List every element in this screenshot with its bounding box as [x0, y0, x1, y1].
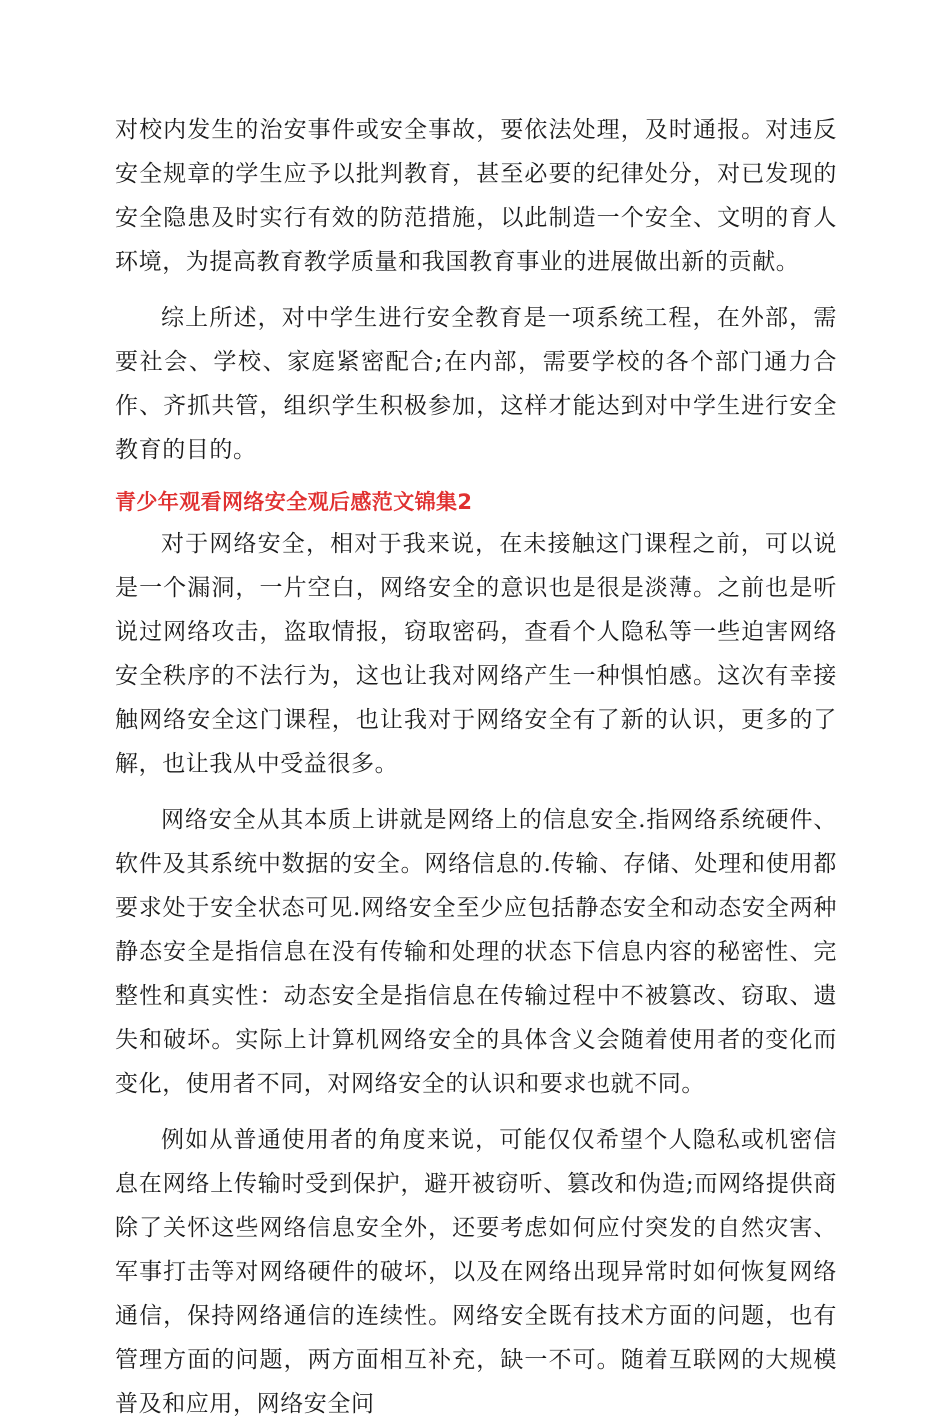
section-heading: 青少年观看网络安全观后感范文锦集2	[115, 490, 473, 514]
paragraph-example: 例如从普通使用者的角度来说，可能仅仅希望个人隐私或机密信息在网络上传输时受到保护，避开被窃听、篡改和伪造;而网络提供商除了关怀这些网络信息安全外，还要考虑如何应付突发的自然灾害、军事打击等对网络硬件的破坏，以及在网络出现异常时如何恢复网络通信，保持网络通信的连续性。网络安全既有技术方面的问题，也有管理方面的问题，两方面相互补充，缺一不可。随着互联网的大规模普及和应用，网络安全问	[115, 1127, 837, 1417]
paragraph-intro: 对于网络安全，相对于我来说，在未接触这门课程之前，可以说是一个漏洞，一片空白，网络安全的意识也是很是淡薄。之前也是听说过网络攻击，盗取情报，窃取密码，查看个人隐私等一些迫害网络安全秩序的不法行为，这也让我对网络产生一种惧怕感。这次有幸接触网络安全这门课程，也让我对于网络安全有了新的认识，更多的了解，也让我从中受益很多。	[115, 531, 837, 777]
paragraph-summary: 综上所述，对中学生进行安全教育是一项系统工程，在外部，需要社会、学校、家庭紧密配合;在内部，需要学校的各个部门通力合作、齐抓共管，组织学生积极参加，这样才能达到对中学生进行安全教育的目的。	[115, 305, 837, 463]
document-body	[115, 108, 837, 1426]
paragraph-definition: 网络安全从其本质上讲就是网络上的信息安全.指网络系统硬件、软件及其系统中数据的安全。网络信息的.传输、存储、处理和使用都要求处于安全状态可见.网络安全至少应包括静态安全和动态安全两种静态安全是指信息在没有传输和处理的状态下信息内容的秘密性、完整性和真实性：动态安全是指信息在传输过程中不被篡改、窃取、遗失和破坏。实际上计算机网络安全的具体含义会随着使用者的变化而变化，使用者不同，对网络安全的认识和要求也就不同。	[115, 807, 837, 1097]
paragraph-continuation: 对校内发生的治安事件或安全事故，要依法处理，及时通报。对违反安全规章的学生应予以批判教育，甚至必要的纪律处分，对已发现的安全隐患及时实行有效的防范措施，以此制造一个安全、文明的育人环境，为提高教育教学质量和我国教育事业的进展做出新的贡献。	[115, 117, 837, 275]
